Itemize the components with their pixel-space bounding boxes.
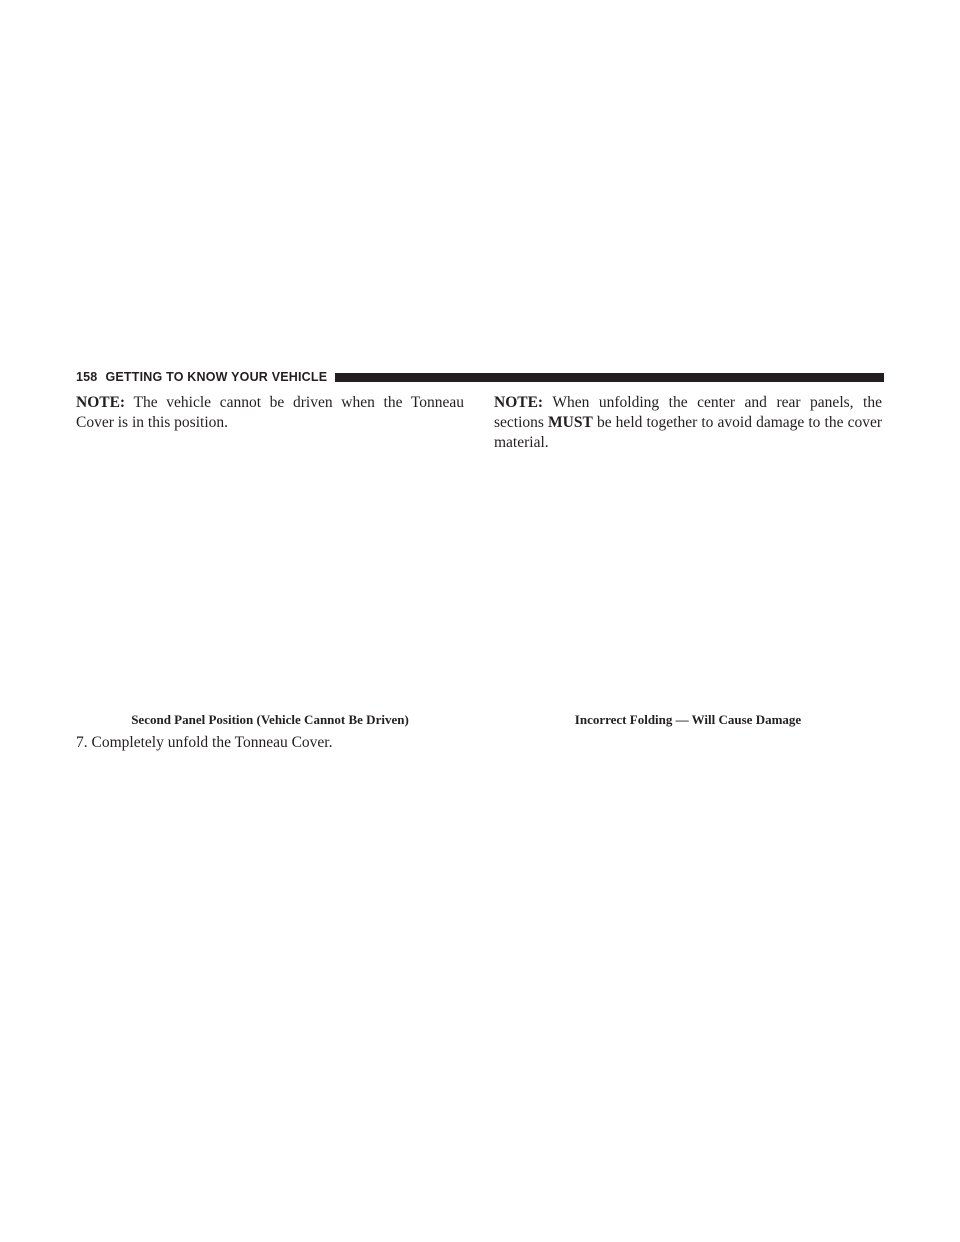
note-text: The vehicle cannot be driven when the Tonneau Cover is in this position. (76, 394, 464, 431)
figure-second-panel-position (76, 449, 464, 711)
note-unfolding-panels (494, 393, 882, 453)
note-vehicle-cannot-be-driven (76, 393, 464, 433)
note-text-part-2: be held together to avoid damage to the cover material. (494, 414, 883, 451)
figure-caption-second-panel: Second Panel Position (Vehicle Cannot Be Driven) (131, 712, 409, 727)
header-rule (335, 373, 884, 382)
note-label: NOTE: (76, 394, 126, 411)
page-header (76, 368, 884, 386)
note-emphasis: MUST (548, 414, 593, 431)
figure-incorrect-folding (494, 449, 882, 711)
page-number: 158 (76, 370, 98, 384)
left-column (76, 393, 464, 753)
note-label: NOTE: (494, 394, 544, 411)
section-title: GETTING TO KNOW YOUR VEHICLE (105, 370, 328, 384)
figure-caption-incorrect-folding: Incorrect Folding — Will Cause Damage (574, 712, 802, 727)
step-7: 7. Completely unfold the Tonneau Cover. (76, 734, 333, 751)
right-column (494, 393, 882, 729)
note-text-part-1: When unfolding the center and rear panels, the sections (494, 394, 882, 431)
